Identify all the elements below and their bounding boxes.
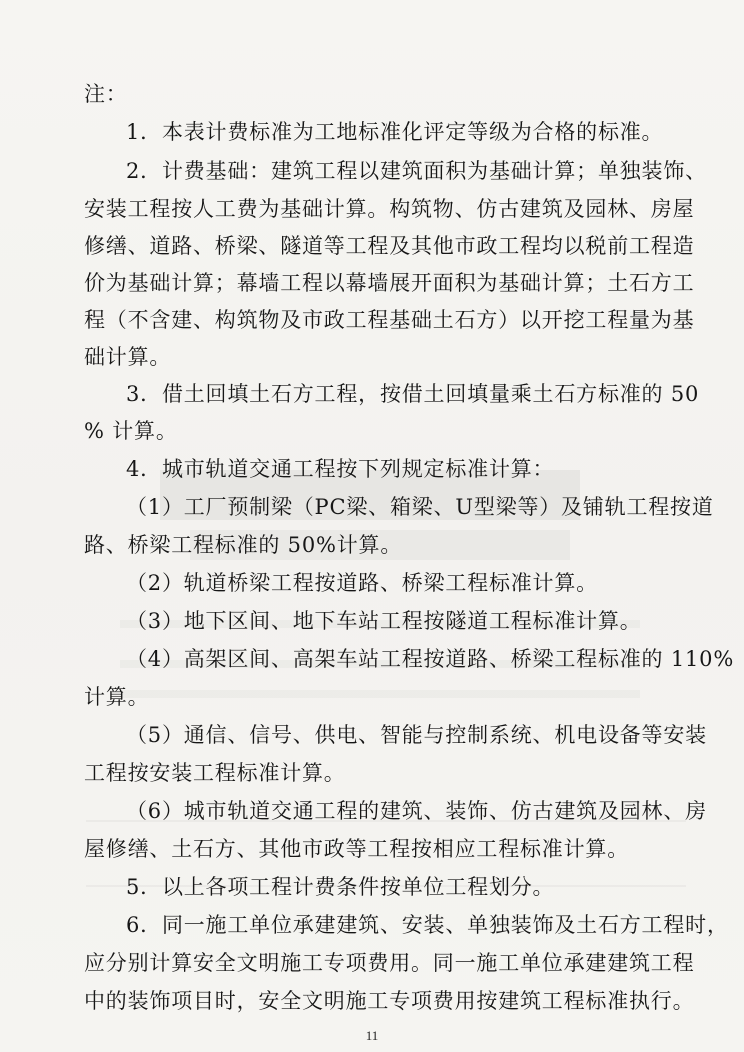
page-number: 11 [365, 1028, 379, 1043]
note-2-line-4: 价为基础计算；幕墙工程以幕墙展开面积为基础计算；土石方工 [84, 271, 695, 295]
note-4: 4．城市轨道交通工程按下列规定标准计算： [126, 457, 555, 481]
notes-heading: 注： [84, 82, 128, 106]
note-4-1-line-2: 路、桥梁工程标准的 50%计算。 [84, 533, 403, 557]
note-2-line-1: 2．计费基础：建筑工程以建筑面积为基础计算；单独装饰、 [126, 159, 707, 183]
note-3-line-1: 3．借土回填土石方工程，按借土回填量乘土石方标准的 50 [126, 382, 700, 406]
note-6-line-2: 应分别计算安全文明施工专项费用。同一施工单位承建建筑工程 [84, 951, 695, 975]
note-4-6-line-2: 屋修缮、土石方、其他市政等工程按相应工程标准计算。 [84, 837, 629, 861]
note-4-3: （3）地下区间、地下车站工程按隧道工程标准计算。 [126, 609, 642, 633]
note-6-line-3: 中的装饰项目时，安全文明施工专项费用按建筑工程标准执行。 [84, 989, 695, 1013]
note-5: 5．以上各项工程计费条件按单位工程划分。 [126, 875, 555, 899]
note-2-line-3: 修缮、道路、桥梁、隧道等工程及其他市政工程均以税前工程造 [84, 234, 695, 258]
note-1: 1．本表计费标准为工地标准化评定等级为合格的标准。 [126, 120, 664, 144]
note-2-line-6: 础计算。 [84, 345, 172, 369]
note-4-4-line-1: （4）高架区间、高架车站工程按道路、桥梁工程标准的 110% [126, 647, 735, 671]
note-4-2: （2）轨道桥梁工程按道路、桥梁工程标准计算。 [126, 571, 598, 595]
note-2-line-2: 安装工程按人工费为基础计算。构筑物、仿古建筑及园林、房屋 [84, 197, 695, 221]
note-4-1-line-1: （1）工厂预制梁（PC梁、箱梁、U型梁等）及铺轨工程按道 [126, 495, 714, 519]
note-4-6-line-1: （6）城市轨道交通工程的建筑、装饰、仿古建筑及园林、房 [126, 799, 707, 823]
note-3-line-2: % 计算。 [84, 419, 178, 443]
note-4-4-line-2: 计算。 [84, 685, 150, 709]
note-4-5-line-2: 工程按安装工程标准计算。 [84, 761, 346, 785]
note-6-line-1: 6．同一施工单位承建建筑、安装、单独装饰及土石方工程时， [126, 913, 729, 937]
note-2-line-5: 程（不含建、构筑物及市政工程基础土石方）以开挖工程量为基 [84, 308, 695, 332]
note-4-5-line-1: （5）通信、信号、供电、智能与控制系统、机电设备等安装 [126, 723, 707, 747]
